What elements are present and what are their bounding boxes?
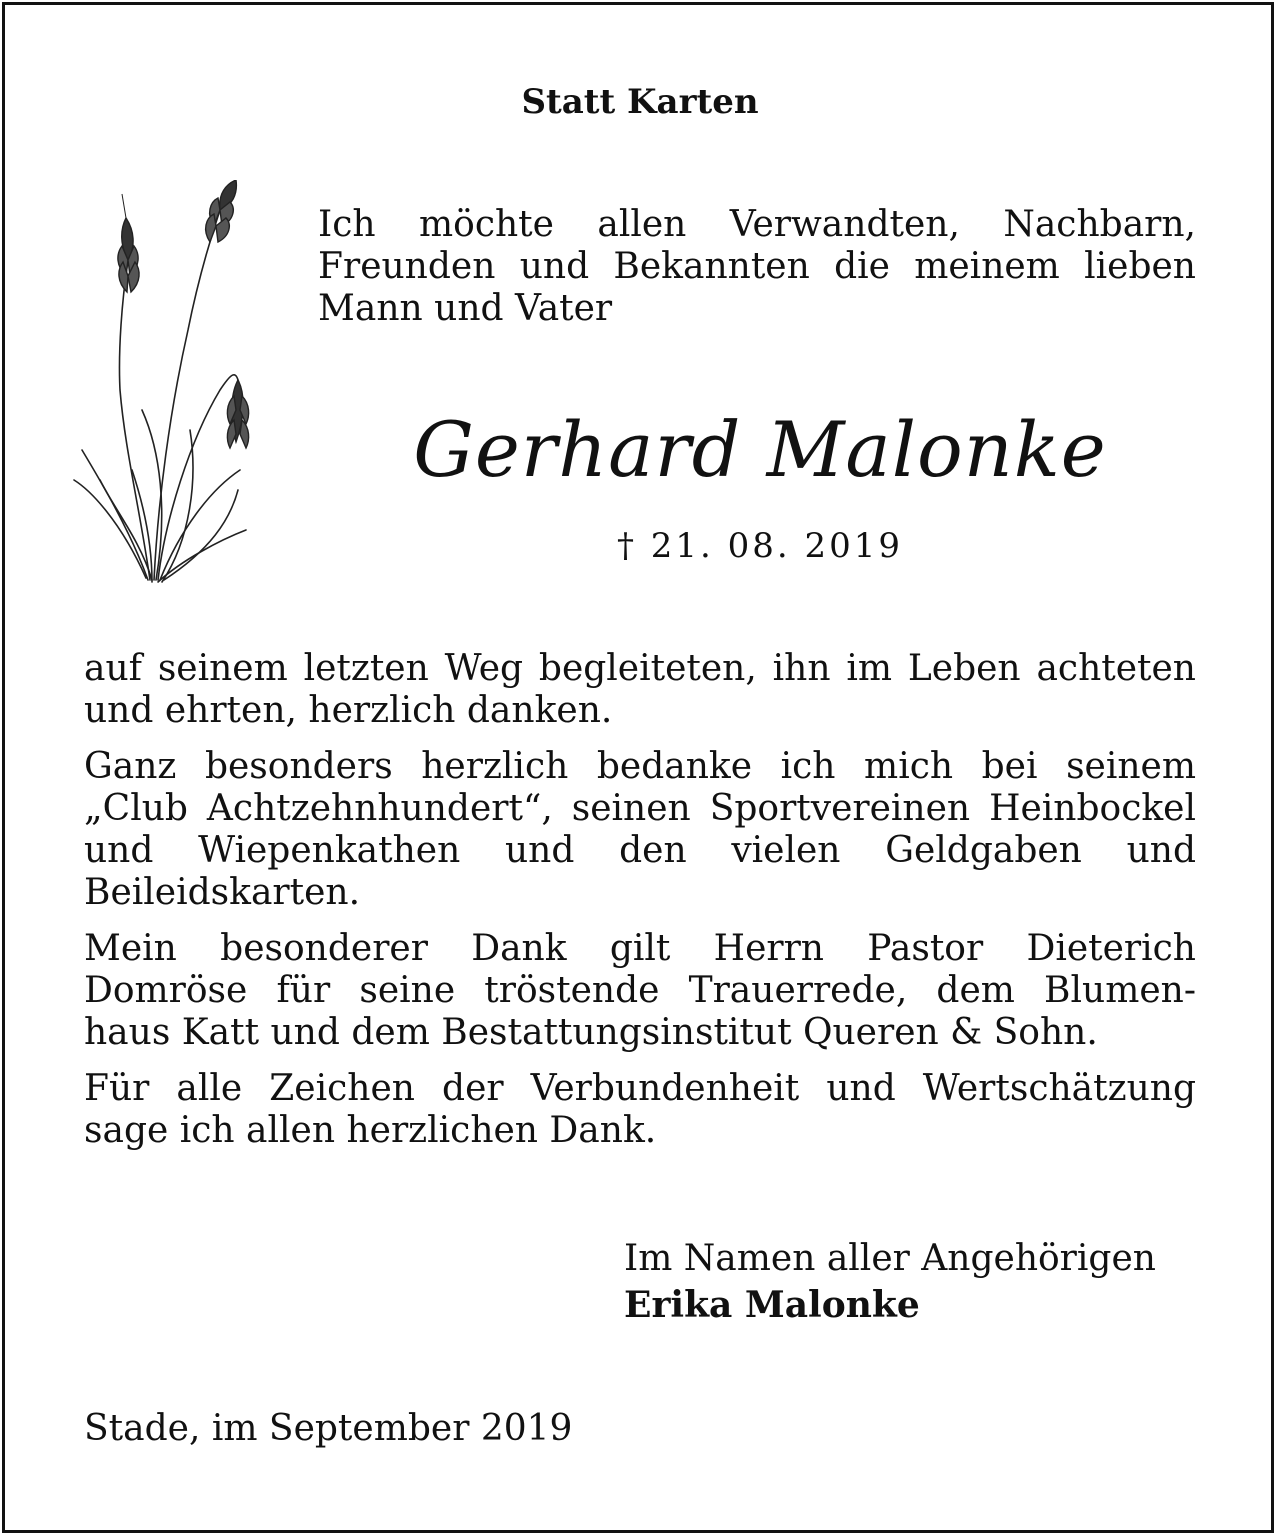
paragraph-line: Domröse für seine tröstende Trauerrede, dem Blumen- bbox=[84, 970, 1196, 1011]
paragraph-line: und ehrten, herzlich danken. bbox=[84, 690, 613, 731]
paragraph-line: „Club Achtzehnhundert“, seinen Sportvereinen Heinbockel bbox=[84, 788, 1196, 829]
notice-header: Statt Karten bbox=[521, 82, 759, 122]
intro-line: Freunden und Bekannten die meinem lieben bbox=[318, 246, 1196, 287]
intro-text bbox=[318, 204, 1196, 330]
paragraph bbox=[84, 928, 1196, 1054]
place-date: Stade, im September 2019 bbox=[84, 1408, 573, 1449]
paragraph-line: Beileidskarten. bbox=[84, 872, 361, 913]
signer-name: Erika Malonke bbox=[624, 1284, 920, 1326]
body-text bbox=[84, 648, 1196, 1166]
paragraph-line: und Wiepenkathen und den vielen Geldgaben und bbox=[84, 830, 1196, 871]
paragraph-line: Für alle Zeichen der Verbundenheit und Wertschätzung bbox=[84, 1068, 1196, 1109]
paragraph bbox=[84, 746, 1196, 914]
deceased-name: Gerhard Malonke bbox=[413, 405, 1107, 494]
paragraph-line: sage ich allen herzlichen Dank. bbox=[84, 1110, 657, 1151]
paragraph-line: haus Katt und dem Bestattungsinstitut Queren & Sohn. bbox=[84, 1012, 1098, 1053]
death-date: † 21. 08. 2019 bbox=[616, 526, 904, 566]
paragraph-line: Mein besonderer Dank gilt Herrn Pastor Dieterich bbox=[84, 928, 1196, 969]
paragraph-line: Ganz besonders herzlich bedanke ich mich bei seinem bbox=[84, 746, 1196, 787]
paragraph bbox=[84, 1068, 1196, 1152]
wheat-icon bbox=[70, 180, 270, 590]
paragraph bbox=[84, 648, 1196, 732]
intro-line: Mann und Vater bbox=[318, 288, 613, 329]
paragraph-line: auf seinem letzten Weg begleiteten, ihn im Leben achteten bbox=[84, 648, 1196, 689]
intro-line: Ich möchte allen Verwandten, Nachbarn, bbox=[318, 204, 1196, 245]
signoff-line: Im Namen aller Angehörigen bbox=[624, 1238, 1156, 1279]
signoff bbox=[624, 1236, 1204, 1328]
